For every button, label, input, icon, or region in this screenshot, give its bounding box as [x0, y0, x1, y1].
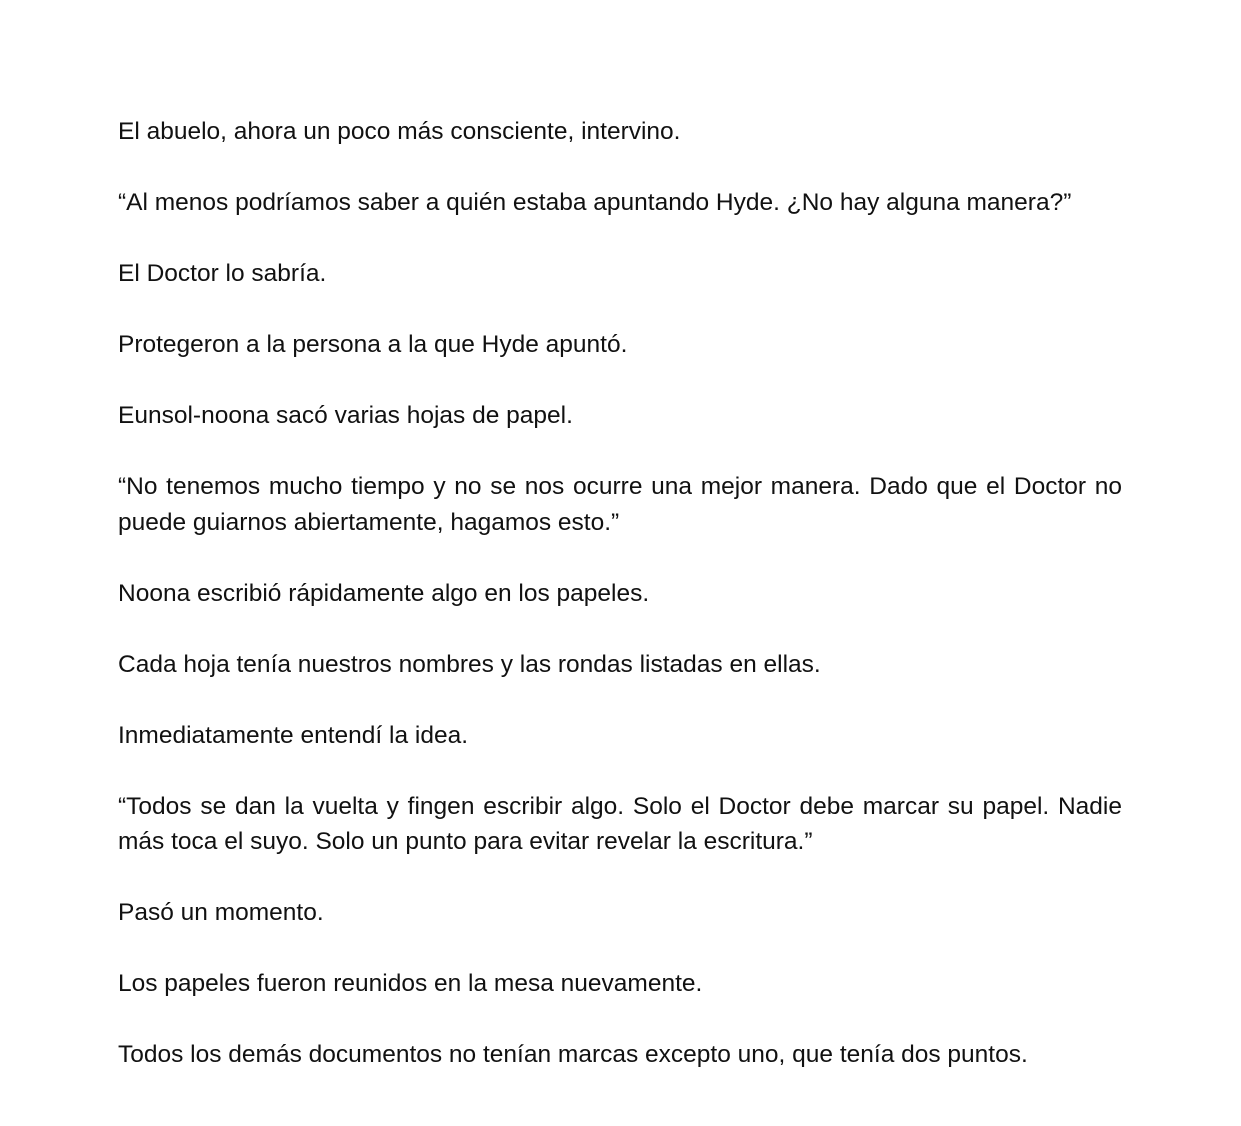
paragraph: Inmediatamente entendí la idea.	[118, 721, 469, 749]
paragraph: “Todos se dan la vuelta y fingen escribir algo. Solo el Doctor debe marcar su papel. Nadie más toca el suyo. Solo un punto para evitar revelar la escritura.”	[118, 792, 1122, 855]
paragraph: “No tenemos mucho tiempo y no se nos ocurre una mejor manera. Dado que el Doctor no puede guiarnos abiertamente, hagamos esto.”	[118, 473, 1122, 536]
paragraph: Los papeles fueron reunidos en la mesa nuevamente.	[118, 970, 703, 997]
paragraph: Eunsol-noona sacó varias hojas de papel.	[118, 402, 573, 429]
document-body	[118, 114, 1122, 1073]
paragraph: Cada hoja tenía nuestros nombres y las rondas listadas en ellas.	[118, 650, 821, 678]
paragraph: El abuelo, ahora un poco más consciente, intervino.	[118, 118, 681, 145]
paragraph: “Al menos podríamos saber a quién estaba apuntando Hyde. ¿No hay alguna manera?”	[118, 189, 1072, 216]
paragraph: Todos los demás documentos no tenían marcas excepto uno, que tenía dos puntos.	[118, 1041, 1028, 1068]
paragraph: El Doctor lo sabría.	[118, 260, 327, 287]
paragraph: Pasó un momento.	[118, 899, 324, 926]
paragraph: Protegeron a la persona a la que Hyde apuntó.	[118, 331, 628, 358]
paragraph: Noona escribió rápidamente algo en los papeles.	[118, 579, 650, 607]
